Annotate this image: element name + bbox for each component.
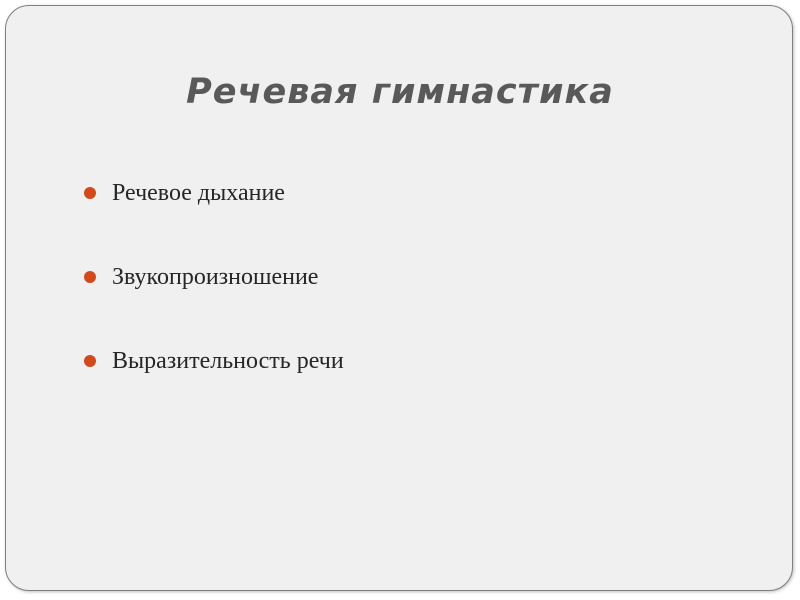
- list-item: [84, 176, 344, 260]
- bullet-dot-icon: [84, 271, 96, 283]
- bullet-dot-icon: [84, 355, 96, 367]
- slide: [5, 5, 793, 591]
- list-item: [84, 260, 344, 344]
- slide-title: Речевая гимнастика: [186, 72, 614, 112]
- bullet-list: [84, 176, 344, 428]
- bullet-text: Выразительность речи: [112, 348, 344, 374]
- bullet-text: Речевое дыхание: [112, 180, 285, 206]
- bullet-dot-icon: [84, 187, 96, 199]
- bullet-text: Звукопроизношение: [112, 264, 319, 290]
- list-item: [84, 344, 344, 428]
